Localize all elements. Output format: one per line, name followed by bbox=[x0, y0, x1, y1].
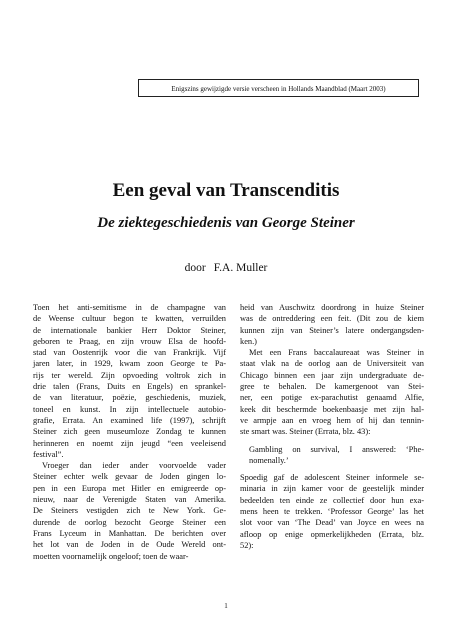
text-line: ner, een potige ex-parachutist genaamd Alfie, bbox=[240, 393, 424, 403]
text-line: moetten voornamelijk ongeloof; toen de waar- bbox=[33, 551, 189, 561]
text-line: pen in een Europa met Hitler en emigreerde op- bbox=[33, 483, 226, 493]
text-line: toneel en kunst. In zijn intellectuele autobio- bbox=[33, 404, 226, 414]
text-line: minaria in zijn kamer voor de geestelijk minder bbox=[240, 484, 424, 494]
author-name: F.A. Muller bbox=[213, 262, 268, 274]
text-line: heid van Auschwitz doordrong in huize Steiner bbox=[240, 303, 424, 312]
text-line: slot voor van ‘The Dead’ van Joyce en wees na bbox=[240, 518, 424, 528]
page-number: 1 bbox=[224, 602, 228, 610]
block-quote bbox=[249, 444, 424, 467]
text-line: geboren te Praag, en zijn vrouw Elsa de hoofd- bbox=[33, 336, 226, 346]
text-line: Steiner zich geen museumloze Zondag te kunnen bbox=[33, 427, 226, 437]
text-line: ste smart was. Steiner (Errata, blz. 43): bbox=[240, 427, 371, 437]
author-line bbox=[0, 262, 452, 274]
text-line: bedeelden ten einde ze collectief door hun exa- bbox=[240, 495, 424, 505]
author-prefix: door bbox=[184, 262, 206, 274]
text-line: ve armpje aan en vroeg hem of hij dan tennin- bbox=[240, 415, 424, 425]
text-line: drie talen (Frans, Duits en Engels) en sprankel- bbox=[33, 382, 226, 392]
text-line: 52): bbox=[240, 540, 254, 550]
text-line: mens heen te trekken. ‘Professor George’ las het bbox=[240, 507, 424, 517]
text-line: Met een Frans baccalaureaat was Steiner in bbox=[249, 348, 424, 358]
article-subtitle: De ziektegeschiedenis van George Steiner bbox=[97, 215, 355, 231]
text-line: gree te behalen. De kamergenoot van Stei- bbox=[240, 382, 424, 392]
text-line: was de ontreddering een feit. (Dit zou de kiem bbox=[240, 314, 424, 324]
text-line: de internationale bankier Herr Doktor Steiner, bbox=[33, 325, 226, 335]
text-line: afloop op enige opmerkelijkheden (Errata, blz. bbox=[240, 529, 424, 539]
text-line: Gambling on survival, I answered: ‘Phe- bbox=[249, 444, 424, 454]
text-line: nomenally.’ bbox=[249, 455, 289, 465]
text-line: de van literatuur, poëzie, geschiedenis, muziek, bbox=[33, 393, 226, 403]
text-line: grafie, Errata. An examined life (1997), schrijft bbox=[33, 415, 226, 425]
text-line: durende de oorlog bezocht George Steiner een bbox=[33, 517, 226, 527]
article-title: Een geval van Transcenditis bbox=[112, 180, 340, 201]
text-line: keek dit beschermde boekenbaasje met zijn hal- bbox=[240, 404, 424, 414]
text-line: nieuw, naar de Verenigde Staten van Amerika. bbox=[33, 495, 226, 505]
text-line: festival”. bbox=[33, 449, 64, 459]
text-line: Vroeger dan ieder ander voorvoelde vader bbox=[42, 461, 226, 471]
text-line: rijs ter wereld. Zijn opvoeding voltrok zich in bbox=[33, 370, 226, 380]
publication-note: Enigszins gewijzigde versie verscheen in Hollands Maandblad (Maart 2003) bbox=[138, 79, 419, 97]
text-line: herinneren en noemt zijn jeugd “een veeleisend bbox=[33, 438, 226, 448]
right-column bbox=[240, 302, 424, 551]
left-column bbox=[33, 302, 226, 562]
text-line: Spoedig gaf de adolescent Steiner informele se- bbox=[240, 473, 424, 483]
text-line: stad van Oostenrijk voor die van Frankrijk. Vijf bbox=[33, 348, 226, 358]
text-line: jaren later, in 1929, kwam zoon George te Pa- bbox=[33, 359, 226, 369]
text-line: De Steiners vestigden zich te New York. Ge- bbox=[33, 506, 226, 516]
text-line: Toen het anti-semitisme in de champagne van bbox=[33, 303, 226, 312]
text-line: Chicago binnen een jaar zijn undergraduate de- bbox=[240, 370, 424, 380]
text-line: Steiner echter welk gevaar de Joden gingen lo- bbox=[33, 472, 226, 482]
text-line: Frans Lyceum in Manhattan. De berichten over bbox=[33, 528, 226, 538]
text-line: het lot van de Joden in de Oude Wereld ont- bbox=[33, 540, 226, 550]
text-line: de Weense cultuur begon te kwatten, verruilden bbox=[33, 314, 226, 324]
text-line: kunnen zijn van Steiner’s latere ondergangsden- bbox=[240, 325, 424, 335]
text-line: staat vlak na de oorlog aan de Universiteit van bbox=[240, 359, 424, 369]
text-line: ken.) bbox=[240, 336, 257, 346]
